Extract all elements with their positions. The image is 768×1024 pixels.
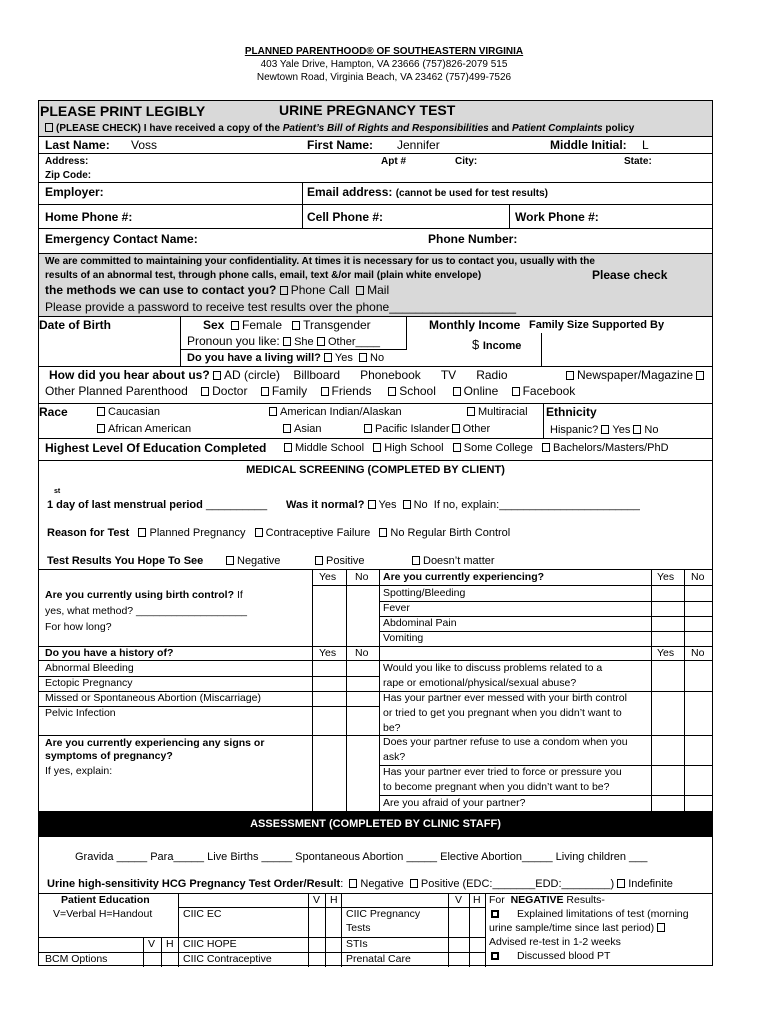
zip-field[interactable]: Zip Code: <box>45 170 92 181</box>
transgender-checkbox[interactable] <box>292 321 300 330</box>
mail-checkbox[interactable] <box>356 286 364 295</box>
cell-phone-field[interactable]: Cell Phone #: <box>307 210 384 224</box>
last-name-field[interactable]: Voss <box>131 138 158 152</box>
apt-field[interactable]: Apt # <box>381 156 406 167</box>
address-field[interactable]: Address: <box>45 156 89 167</box>
password-field[interactable]: Please provide a password to receive test results over the phone___________________ <box>45 300 516 314</box>
monthly-income-label: Monthly Income <box>429 318 521 332</box>
clinic-header <box>0 45 768 84</box>
employer-field[interactable]: Employer: <box>45 185 104 199</box>
clinic-address-2: Newtown Road, Virginia Beach, VA 23462 (757)499-7526 <box>256 72 512 83</box>
race-row: Race Caucasian American Indian/Alaskan Multiracial Ethnicity African American Asian Pacific Islander Other Hispanic? Yes No <box>39 404 712 439</box>
checkbox-icon[interactable] <box>45 123 53 132</box>
african-american-checkbox[interactable] <box>97 424 105 433</box>
address-row <box>39 154 712 183</box>
some-college-checkbox[interactable] <box>453 443 461 452</box>
multiracial-checkbox[interactable] <box>467 407 475 416</box>
email-field[interactable]: Email address: (cannot be used for test results) <box>307 185 548 199</box>
medical-screening-title: MEDICAL SCREENING (COMPLETED BY CLIENT) <box>246 464 505 476</box>
friends-checkbox[interactable] <box>321 387 329 396</box>
emergency-contact-field[interactable]: Emergency Contact Name: <box>45 232 198 246</box>
high-school-checkbox[interactable] <box>373 443 381 452</box>
doctor-checkbox[interactable] <box>201 387 209 396</box>
ethnicity-label: Ethnicity <box>546 405 597 419</box>
emergency-phone-field[interactable]: Phone Number: <box>428 232 518 246</box>
asian-checkbox[interactable] <box>283 424 291 433</box>
phone-call-checkbox[interactable] <box>280 286 288 295</box>
hope-positive[interactable] <box>315 556 323 565</box>
confidentiality-box: We are committed to maintaining your confidentiality. At times it is necessary for us to contact you, usually with the results of an abnormal test, through phone calls, email, text &/or mail (plain white envelope) Please check the methods we can use to contact you? Phone Call Mail Please provide a password to receive test results over the phone___________________ <box>39 254 712 317</box>
hcg-positive[interactable] <box>410 879 418 888</box>
blood-pt-checkbox[interactable] <box>491 952 499 960</box>
bill-of-rights-check[interactable]: (PLEASE CHECK) I have received a copy of the Patient’s Bill of Rights and Responsibilities and Patient Complaints policy <box>45 123 634 134</box>
clinic-address-1: 403 Yale Drive, Hampton, VA 23666 (757)826-2079 515 <box>260 59 508 70</box>
title-row <box>39 101 712 137</box>
print-legibly: PLEASE PRINT LEGIBLY <box>40 103 206 119</box>
city-field[interactable]: City: <box>455 156 478 167</box>
contraceptive-failure-checkbox[interactable] <box>255 528 263 537</box>
online-checkbox[interactable] <box>453 387 461 396</box>
living-will-yes[interactable] <box>324 353 332 362</box>
normal-yes[interactable] <box>368 500 376 509</box>
lmp-field[interactable]: 1 day of last menstrual period __________ <box>47 499 268 511</box>
middle-school-checkbox[interactable] <box>284 443 292 452</box>
clinic-name: PLANNED PARENTHOOD® OF SOUTHEASTERN VIRGINIA <box>244 46 524 57</box>
hispanic-no[interactable] <box>633 425 641 434</box>
pacific-islander-checkbox[interactable] <box>364 424 372 433</box>
no-birth-control-checkbox[interactable] <box>379 528 387 537</box>
living-will-no[interactable] <box>359 353 367 362</box>
name-row: Last Name: Voss First Name: Jennifer Middle Initial: L <box>39 137 712 154</box>
work-phone-field[interactable]: Work Phone #: <box>515 210 599 224</box>
state-field[interactable]: State: <box>624 156 652 167</box>
normal-no[interactable] <box>403 500 411 509</box>
hcg-indefinite[interactable] <box>617 879 625 888</box>
family-size-label: Family Size Supported By <box>529 319 665 331</box>
other-pronoun-checkbox[interactable] <box>317 337 325 346</box>
planned-pregnancy-checkbox[interactable] <box>138 528 146 537</box>
school-checkbox[interactable] <box>388 387 396 396</box>
emergency-row <box>39 229 712 254</box>
she-checkbox[interactable] <box>283 337 291 346</box>
caucasian-checkbox[interactable] <box>97 407 105 416</box>
american-indian-checkbox[interactable] <box>269 407 277 416</box>
form-title: URINE PREGNANCY TEST <box>279 102 456 118</box>
referral-row: How did you hear about us? AD (circle) Billboard Phonebook TV Radio Newspaper/Magazine Other Planned Parenthood Doctor Family Friends School Online Facebook <box>39 367 712 404</box>
bachelors-checkbox[interactable] <box>542 443 550 452</box>
ad-checkbox[interactable] <box>213 371 221 380</box>
employer-row <box>39 183 712 205</box>
newspaper-checkbox[interactable] <box>566 371 574 380</box>
hispanic-yes[interactable] <box>601 425 609 434</box>
retest-checkbox[interactable] <box>657 923 665 932</box>
birth-control-question[interactable]: Are you currently using birth control? If yes, what method? ___________________ For how long? <box>45 589 248 633</box>
hope-negative[interactable] <box>226 556 234 565</box>
family-checkbox[interactable] <box>261 387 269 396</box>
first-name-field[interactable]: Jennifer <box>397 138 440 152</box>
hcg-negative[interactable] <box>349 879 357 888</box>
facebook-checkbox[interactable] <box>512 387 520 396</box>
home-phone-field[interactable]: Home Phone #: <box>45 210 133 224</box>
intake-form: PLEASE PRINT LEGIBLY URINE PREGNANCY TEST (PLEASE CHECK) I have received a copy of the Patient’s Bill of Rights and Responsibilities and Patient Complaints policy Last Name: Voss First Name: Jennifer Middle Initial: L Address: Apt # City: State: Zip Code: Employer: Email address: (cannot be used for test results) Home Phone #: Cell Phone #: Work Phone #: Emergency Contact Name: Phone Number: We are committed to maintaining your confidentiality. At times it is necessary for us to contact you, usually with the results of an abnormal test, through phone calls, email, text &/or mail (plain white envelope) Please check the methods we can use to contact you? Phone Call Mail Please provide a password to receive test results over the phone___________________ Date of Birth Sex Female Transgender Pronoun you like: She Other____ Do you have a living will? Yes No Monthly Income Family Size Supported By $ Income How did you hear about us? AD (circle) Billboard Phonebook TV Radio Newspaper/Magazine Other Planned Parenthood Doctor Family Friends School Online Facebook Race Caucasian American Indian/Alaskan Multiracial Ethnicity African American Asian Pacific Islander Other Hispanic? Yes No Highest Level Of Education Completed Middle School High School Some College Bachelors/Masters/PhD MEDICAL SCREENING (COMPLETED BY CLIENT) st 1 day of last menstrual period __________ Was it normal? Yes No If no, explain:_______________________ Reason for Test Planned Pregnancy Contraceptive Failure No Regular Birth Control Test Results You Hope To See Negative Positive Doesn’t matter Yes No Are you currently experiencing? Yes No Are you currently using birth control? If yes, what method? ___________________ For how long? Spotting/Bleeding Fever Abdominal Pain Vomiting Do you have a history of? Yes No Yes No Abnormal Bleeding Ectopic Pregnancy Missed or Spontaneous Abortion (Miscarriage) Pelvic Infection Would you like to discuss problems related to a rape or emotional/physical/sexual abuse? Has your partner ever messed with your birth control or tried to get you pregnant when you didn’t want to be? Are you currently experiencing any signs or symptoms of pregnancy? If yes, explain: Does your partner refuse to use a condom when you ask? Has your partner ever tried to force or pressure you to become pregnant when you didn’t want to be? Are you afraid of your partner? ASSESSMENT (COMPLETED BY CLINIC STAFF) Gravida _____ Para_____ Live Births _____ Spontaneous Abortion _____ Elective Abortion_____ Living children ___ Urine high-sensitivity HCG Pregnancy Test Order/Result: Negative Positive (EDC:_______EDD:________) Indefinite Patient Education V=Verbal H=Handout V H V H CIIC EC CIIC Pregnancy Tests V H CIIC HOPE STIs BCM Options CIIC Contraceptive Prenatal Care For NEGATIVE Results- Explained limitations of test (morning urine sample/time since last period) Advised re-test in 1-2 weeks Discussed blood PT <box>38 100 713 966</box>
phone-row <box>39 205 712 229</box>
other-race-checkbox[interactable] <box>452 424 460 433</box>
female-checkbox[interactable] <box>231 321 239 330</box>
assessment-title: ASSESSMENT (COMPLETED BY CLINIC STAFF) <box>39 811 712 837</box>
middle-initial-field[interactable]: L <box>642 138 649 152</box>
gravida-line[interactable]: Gravida _____ Para_____ Live Births _____ Spontaneous Abortion _____ Elective Abortion_____ Living children ___ <box>75 851 648 863</box>
dob-field[interactable]: Date of Birth <box>39 318 111 332</box>
extra-checkbox[interactable] <box>696 371 704 380</box>
limitations-checkbox[interactable] <box>491 910 499 918</box>
hope-doesnt-matter[interactable] <box>412 556 420 565</box>
education-row: Highest Level Of Education Completed Middle School High School Some College Bachelors/Masters/PhD <box>39 439 712 461</box>
demographics-row: Date of Birth Sex Female Transgender Pronoun you like: She Other____ Do you have a living will? Yes No Monthly Income Family Size Supported By $ Income <box>39 317 712 367</box>
